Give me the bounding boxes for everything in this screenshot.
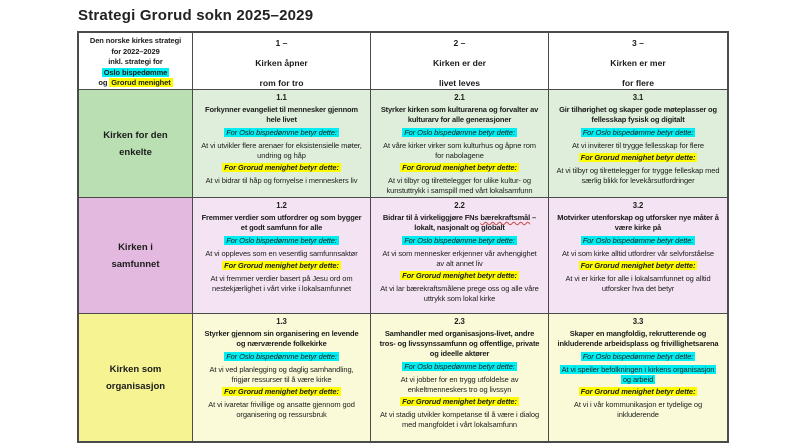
oslo-text: At vi som mennesker erkjenner vår avhengighet av alt annet liv	[382, 249, 537, 268]
column-number: 3 –	[632, 38, 644, 48]
strategy-cell-1-2	[193, 198, 371, 314]
oslo-text: At vi inviterer til trygge fellesskap for flere	[571, 141, 705, 150]
cell-number: 3.2	[632, 201, 644, 210]
grorud-text: At vi i vår kommunikasjon er tydelige og inkluderende	[573, 400, 703, 419]
underlined-term: bærekraftsmål	[480, 213, 531, 222]
cell-number: 2.1	[454, 93, 465, 102]
cell-number: 1.2	[276, 201, 287, 210]
cell-heading: Gir tilhørighet og skaper gode møteplasser og fellesskap fysisk og digitalt	[559, 105, 717, 124]
strategy-cell-2-1	[371, 90, 549, 198]
grorud-text: At vi fremmer verdier basert på Jesu ord om nestekjærlighet i vårt virke i lokalsamfunnet	[210, 274, 353, 293]
oslo-label: For Oslo bispedømme betyr dette:	[226, 128, 337, 137]
grorud-text: At vi bidrar til håp og fornyelse i menneskers liv	[205, 176, 358, 185]
column-number: 2 –	[453, 38, 466, 48]
oslo-label: For Oslo bispedømme betyr dette:	[404, 236, 515, 245]
cell-heading: Bidrar til å virkeliggjøre FNs bærekraftsmål – lokalt, nasjonalt og globalt	[382, 213, 537, 232]
oslo-text: At vi utvikler flere arenaer for eksistensielle møter, undring og håp	[201, 141, 362, 160]
cell-number: 1.1	[276, 93, 287, 102]
og-text: og	[98, 78, 108, 88]
oslo-text: At vi som kirke alltid utfordrer vår selvforståelse	[561, 249, 715, 258]
oslo-text: At vi jobber for en trygg utfoldelse av enkeltmenneskers tro og livssyn	[400, 375, 519, 394]
oslo-text: At vi oppleves som en vesentlig samfunnsaktør	[205, 249, 358, 258]
oslo-label: For Oslo bispedømme betyr dette:	[404, 128, 515, 137]
grorud-label: For Grorud menighet betyr dette:	[580, 153, 696, 162]
cell-number: 2.3	[454, 317, 465, 326]
oslo-label: For Oslo bispedømme betyr dette:	[582, 236, 694, 245]
row-header-kirken-i-samfunnet: Kirken i samfunnet	[79, 198, 193, 314]
column-header-2	[371, 33, 549, 90]
grorud-label: For Grorud menighet betyr dette:	[224, 261, 339, 270]
column-name-line: Kirken er mer	[610, 58, 666, 68]
column-name-line: rom for tro	[259, 78, 304, 88]
grorud-label: For Grorud menighet betyr dette:	[580, 261, 696, 270]
column-number: 1 –	[275, 38, 288, 48]
strategy-cell-1-3	[193, 314, 371, 441]
row-header-kirken-som-organisasjon: Kirken som organisasjon	[79, 314, 193, 441]
grorud-text: At vi ivaretar frivillige og ansatte gjennom god organisering og ressursbruk	[208, 400, 355, 419]
cell-number: 3.3	[632, 317, 644, 326]
oslo-label: For Oslo bispedømme betyr dette:	[582, 128, 694, 137]
oslo-text	[556, 365, 720, 385]
oslo-label: For Oslo bispedømme betyr dette:	[404, 362, 515, 371]
column-name-line: livet leves	[438, 78, 481, 88]
oslo-label: For Oslo bispedømme betyr dette:	[226, 352, 337, 361]
cell-number: 1.3	[276, 317, 287, 326]
cell-heading: Forkynner evangeliet til mennesker gjennom hele livet	[205, 105, 358, 124]
corner-cell	[79, 33, 193, 90]
oslo-highlight: Oslo bispedømme	[103, 67, 168, 77]
grorud-text: At vi tilbyr og tilrettelegger for trygge felleskap med særlig blikk for levekårsutfordringer	[556, 166, 720, 185]
strategy-cell-3-1	[549, 90, 727, 198]
strategy-cell-3-2	[549, 198, 727, 314]
grorud-text: At vi stadig utvikler kompetanse til å være i dialog med mangfoldet i vårt lokalsamfunn	[379, 410, 540, 429]
grorud-text: At vi lar bærekraftsmålene prege oss og alle våre uttrykk som lokal kirke	[380, 284, 539, 303]
corner-line	[81, 78, 190, 89]
oslo-text: At våre kirker virker som kulturhus og åpne rom for nabolagene	[383, 141, 536, 160]
grorud-label: For Grorud menighet betyr dette:	[402, 271, 517, 280]
grorud-label: For Grorud menighet betyr dette:	[402, 163, 517, 172]
grorud-text: At vi er kirke for alle i lokalsamfunnet og alltid utforsker hva det betyr	[565, 274, 711, 293]
column-name-line: Kirken åpner	[255, 58, 308, 68]
column-header-1	[193, 33, 371, 90]
cell-number: 3.1	[632, 93, 644, 102]
cell-heading: Skaper en mangfoldig, rekrutterende og inkluderende arbeidsplass og frivillighetsarena	[557, 329, 719, 348]
oslo-label: For Oslo bispedømme betyr dette:	[582, 352, 694, 361]
column-name-line: for flere	[622, 78, 654, 88]
row-header-kirken-for-den-enkelte: Kirken for den enkelte	[79, 90, 193, 198]
oslo-label: For Oslo bispedømme betyr dette:	[226, 236, 337, 245]
grorud-label: For Grorud menighet betyr dette:	[224, 163, 339, 172]
strategy-cell-1-1	[193, 90, 371, 198]
cell-heading: Motvirker utenforskap og utforsker nye måter å være kirke på	[557, 213, 719, 232]
cell-heading: Styrker kirken som kulturarena og forvalter av kulturarv for alle generasjoner	[380, 105, 539, 124]
cell-heading: Styrker gjennom sin organisering en levende og nærværende folkekirke	[204, 329, 359, 348]
corner-line	[81, 68, 190, 79]
page-title: Strategi Grorud sokn 2025–2029	[78, 7, 314, 24]
oslo-text-highlight: At vi speiler befolkningen i kirkens organisasjon og arbeid	[561, 365, 715, 384]
grorud-label: For Grorud menighet betyr dette:	[580, 387, 696, 396]
cell-heading: Fremmer verdier som utfordrer og som bygger et godt samfunn for alle	[201, 213, 362, 232]
grorud-highlight: Grorud menighet	[111, 78, 171, 88]
corner-line: for 2022–2029	[111, 46, 160, 56]
cell-number: 2.2	[454, 201, 465, 210]
grorud-label: For Grorud menighet betyr dette:	[224, 387, 339, 396]
cell-heading: Samhandler med organisasjons-livet, andre tros- og livssynssamfunn og offentlige, private og ideelle aktører	[379, 329, 540, 358]
strategy-cell-2-2	[371, 198, 549, 314]
strategy-table	[77, 31, 729, 443]
column-name-line: Kirken er der	[432, 58, 487, 68]
corner-line: Den norske kirkes strategi	[89, 36, 182, 45]
column-header-3	[549, 33, 727, 90]
grorud-label: For Grorud menighet betyr dette:	[402, 397, 517, 406]
grorud-text: At vi tilbyr og tilrettelegger for ulike kultur- og kunstuttrykk i samspill med vårt lokalsamfunn	[386, 176, 533, 195]
corner-line: inkl. strategi for	[108, 57, 163, 67]
strategy-cell-2-3	[371, 314, 549, 441]
strategy-cell-3-3	[549, 314, 727, 441]
oslo-text: At vi ved planlegging og daglig samhandling, frigjør ressurser til å være kirke	[209, 365, 354, 384]
